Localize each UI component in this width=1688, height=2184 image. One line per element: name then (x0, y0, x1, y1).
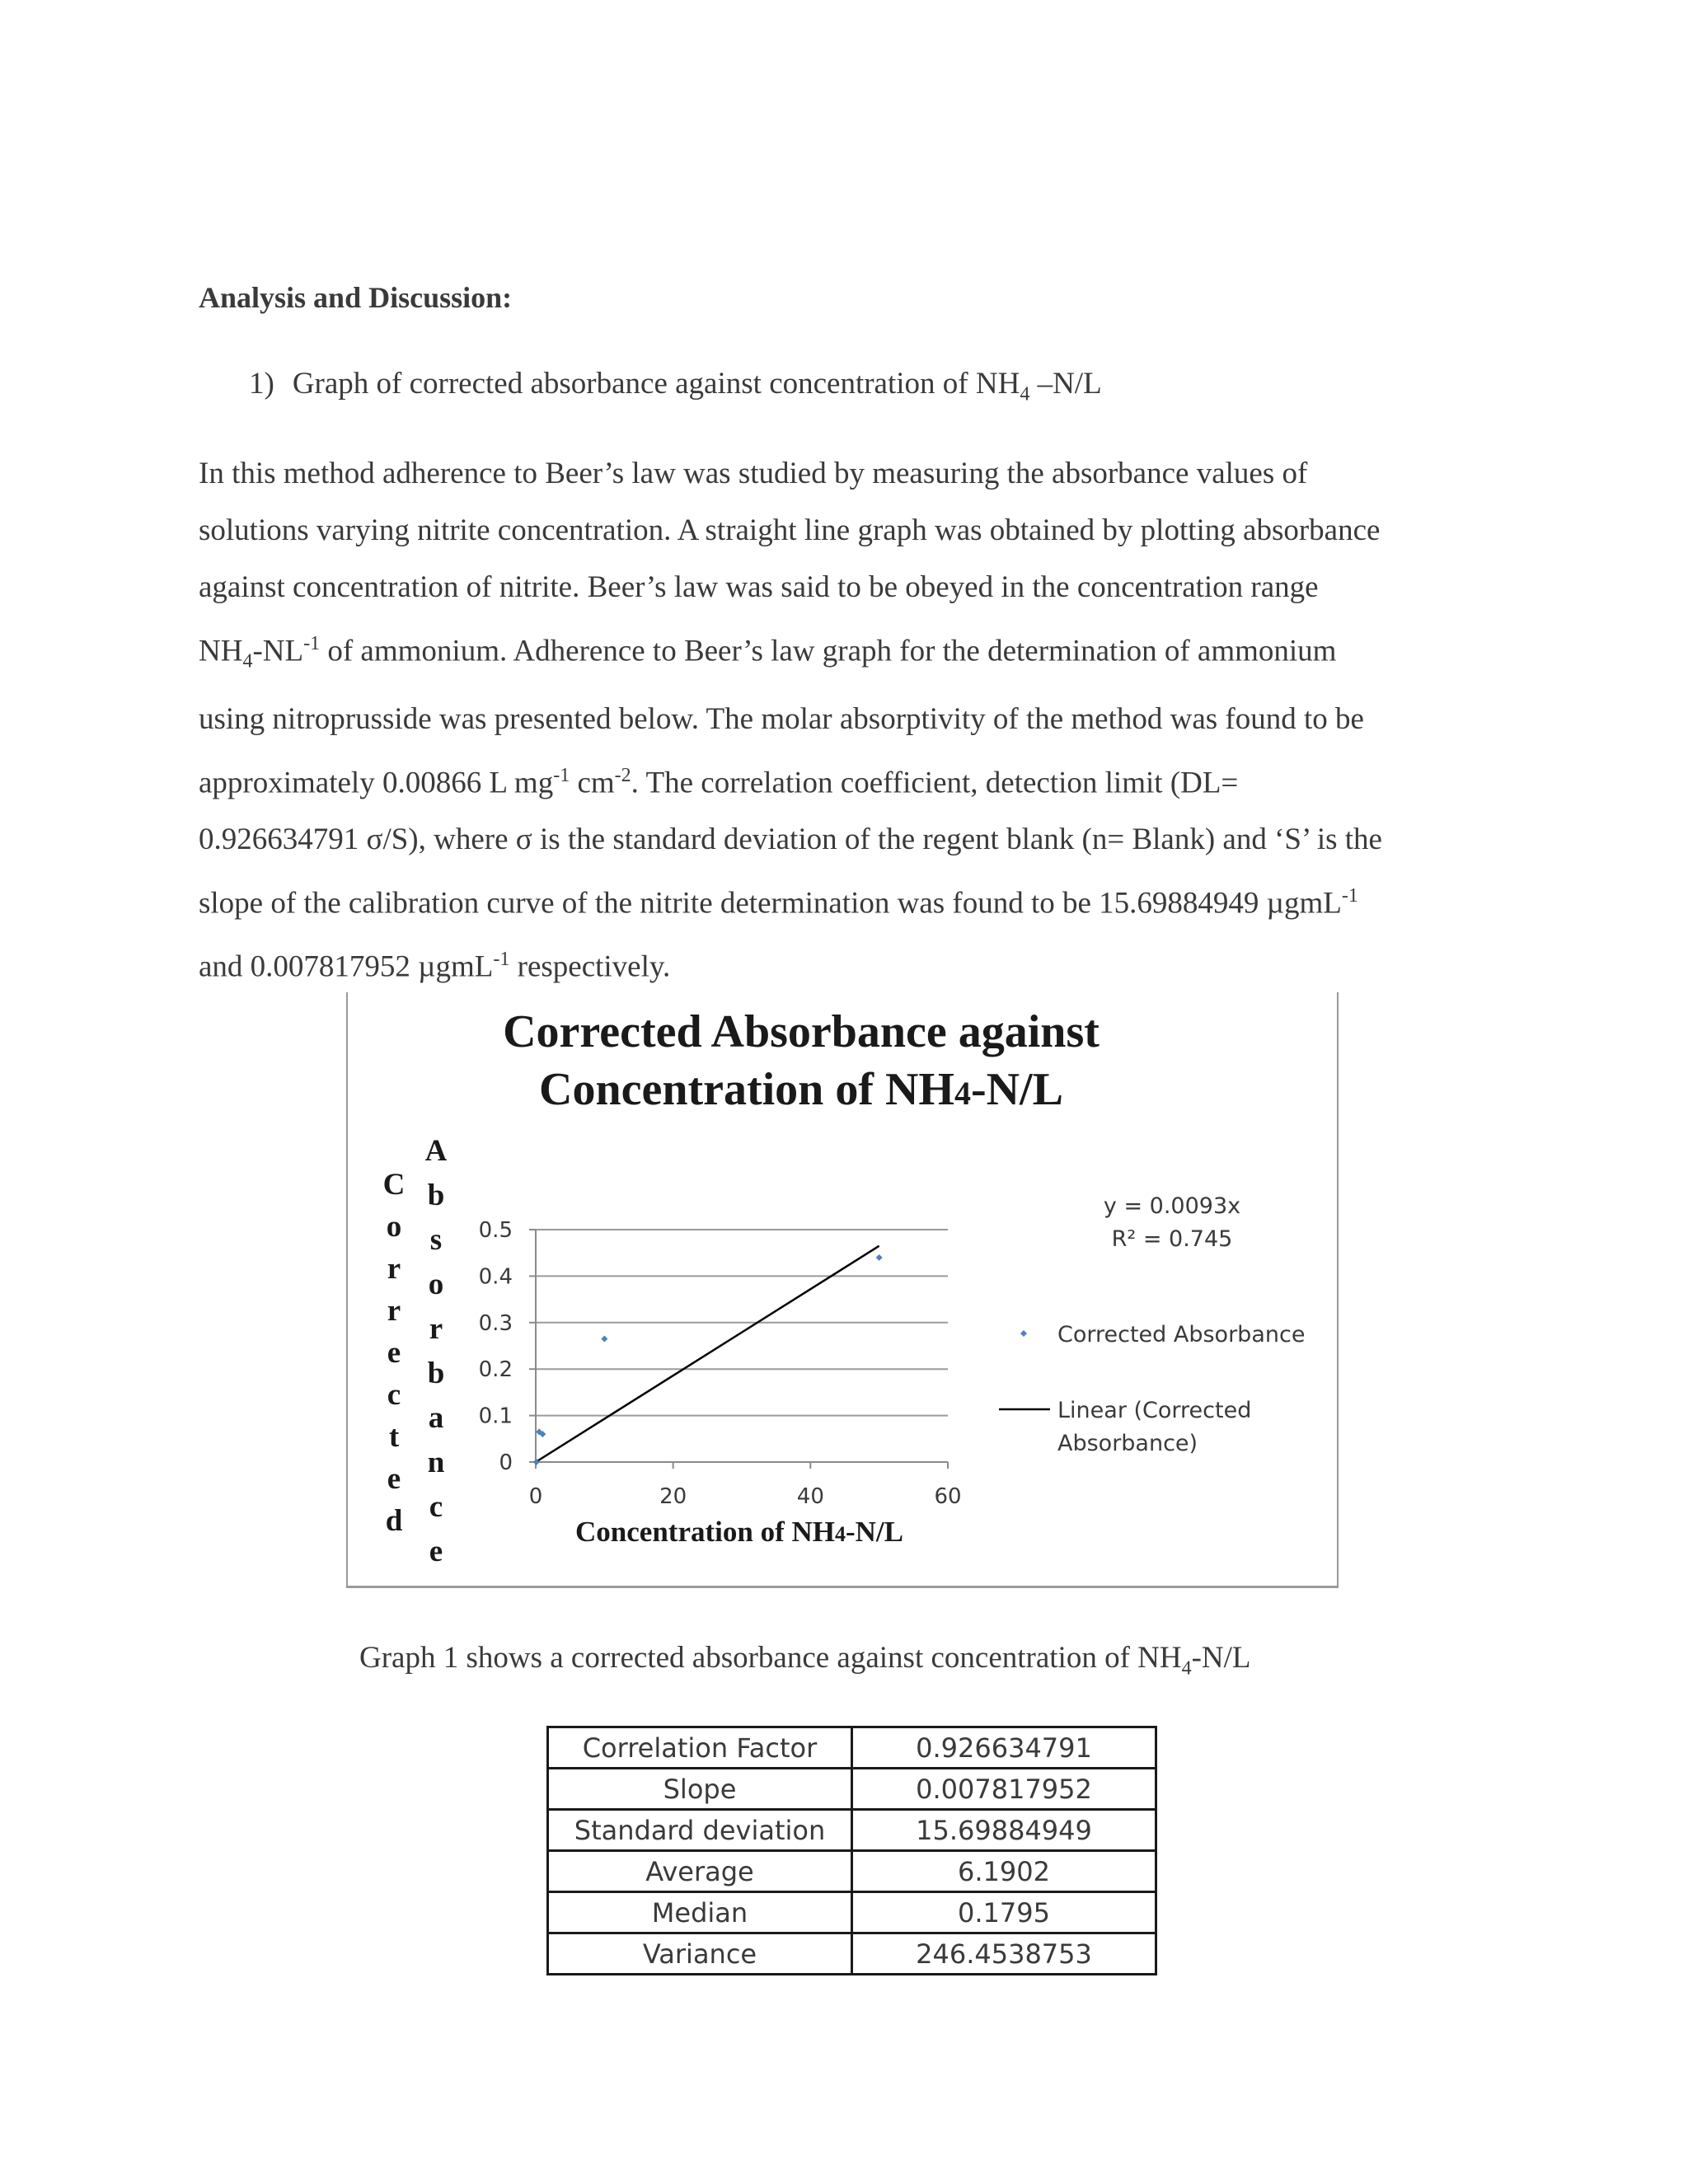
y-label-letter: a (428, 1401, 444, 1435)
table-row (548, 1851, 1156, 1892)
y-tick-label: 0.5 (478, 1218, 513, 1243)
y-label-letter: o (386, 1210, 402, 1244)
y-label-letter: r (429, 1312, 443, 1346)
paragraph-line: slope of the calibration curve of the nitrite determination was found to be 15.69884949 µgmL$^{-1}$ (199, 885, 1358, 921)
y-label-letter: C (382, 1168, 406, 1202)
list-text: Graph of corrected absorbance against concentration of NH (292, 367, 1020, 401)
y-label-letter: o (428, 1268, 444, 1301)
paragraph-line: $NH_4-NL^{-1}$ of ammonium. Adherence to Beer’s law graph for the determination of ammonium (199, 633, 1337, 673)
table-row (548, 1810, 1156, 1851)
stat-value: 0.926634791 (852, 1727, 1156, 1769)
stat-label: Variance (548, 1933, 852, 1975)
table-row (548, 1933, 1156, 1975)
y-label-letter: c (429, 1490, 443, 1524)
y-tick-label: 0.1 (478, 1404, 513, 1429)
y-axis-label-absorbance (425, 1134, 448, 1568)
figure-caption: Graph 1 shows a corrected absorbance against concentration of $NH_4-N/L$ (359, 1641, 1251, 1680)
stat-value: 15.69884949 (852, 1810, 1156, 1851)
chart-frame (346, 992, 1339, 1588)
y-axis-label-corrected (383, 1168, 406, 1538)
stat-label: Slope (548, 1769, 852, 1810)
y-label-letter: c (387, 1378, 401, 1412)
paragraph-line: solutions varying nitrite concentration. A straight line graph was obtained by plotting absorbance (199, 513, 1381, 547)
x-tick-label: 0 (528, 1484, 543, 1509)
tick-labels (479, 1218, 962, 1509)
paragraph-line: approximately 0.00866 L $mg^{-1}$ $cm^{-2}$. The correlation coefficient, detection limit (DL= (199, 764, 1239, 800)
data-point (601, 1336, 607, 1343)
data-point (876, 1254, 883, 1261)
y-label-letter: s (429, 1223, 443, 1257)
y-label-letter: b (427, 1357, 445, 1390)
table-row (548, 1769, 1156, 1810)
trendline-equation: y = 0.0093x (1103, 1193, 1241, 1219)
r-squared-label: R² = 0.745 (1111, 1226, 1233, 1252)
y-label-letter: r (387, 1252, 401, 1286)
legend-label: Absorbance) (1057, 1431, 1198, 1456)
chart-title-line2: Concentration of NH4-N/L (539, 1064, 1063, 1115)
statistics-table (546, 1726, 1157, 1975)
stat-label: Correlation Factor (548, 1727, 852, 1769)
list-text-sub: 4 (1020, 383, 1030, 405)
table-row (548, 1727, 1156, 1769)
absorbance-chart (348, 992, 1337, 1586)
stat-label: Standard deviation (548, 1810, 852, 1851)
paragraph-line: against concentration of nitrite. Beer’s law was said to be obeyed in the concentration range (199, 570, 1319, 604)
gridlines (529, 1230, 948, 1469)
stat-value: 246.4538753 (852, 1933, 1156, 1975)
paragraph-line: 0.926634791 σ/S), where σ is the standard deviation of the regent blank (n= Blank) and ‘S’ is the (199, 823, 1382, 857)
y-label-letter: d (385, 1504, 403, 1538)
list-number: 1) (249, 367, 274, 401)
y-label-letter: r (387, 1294, 401, 1328)
list-item-graph (249, 366, 1102, 405)
data-points (533, 1254, 883, 1465)
legend-label: Linear (Corrected (1057, 1398, 1252, 1423)
x-tick-label: 40 (796, 1484, 824, 1509)
y-label-letter: t (388, 1420, 400, 1454)
chart-title-line1: Corrected Absorbance against (503, 1006, 1100, 1057)
y-tick-label: 0 (499, 1451, 513, 1475)
stat-value: 0.007817952 (852, 1769, 1156, 1810)
y-label-letter: n (427, 1446, 445, 1479)
paragraph-line: In this method adherence to Beer’s law was studied by measuring the absorbance values of (199, 457, 1308, 490)
body-paragraph (199, 445, 1501, 996)
x-axis-label: Concentration of NH4-N/L (575, 1516, 903, 1548)
section-heading: Analysis and Discussion: (199, 281, 513, 314)
stat-value: 0.1795 (852, 1892, 1156, 1933)
trendline (536, 1246, 879, 1462)
chart-legend (999, 1322, 1305, 1456)
x-tick-label: 60 (934, 1484, 962, 1509)
stat-label: Median (548, 1892, 852, 1933)
x-tick-label: 20 (659, 1484, 687, 1509)
table-row (548, 1892, 1156, 1933)
legend-label: Corrected Absorbance (1057, 1322, 1306, 1347)
paragraph-line: and 0.007817952 µgmL$^{-1}$ respectively. (199, 949, 671, 984)
stat-value: 6.1902 (852, 1851, 1156, 1892)
y-tick-label: 0.2 (478, 1357, 513, 1383)
stat-label: Average (548, 1851, 852, 1892)
list-text-post: –N/L (1029, 367, 1102, 401)
y-label-letter: e (387, 1462, 401, 1496)
legend-marker (1020, 1330, 1027, 1337)
y-tick-label: 0.3 (478, 1310, 513, 1336)
y-label-letter: A (424, 1134, 448, 1168)
paragraph-line: using nitroprusside was presented below. The molar absorptivity of the method was found to be (199, 701, 1364, 736)
y-label-letter: b (427, 1179, 445, 1212)
y-tick-label: 0.4 (478, 1264, 513, 1290)
y-label-letter: e (387, 1336, 401, 1370)
y-label-letter: e (429, 1535, 443, 1568)
trendline-path (536, 1246, 879, 1462)
